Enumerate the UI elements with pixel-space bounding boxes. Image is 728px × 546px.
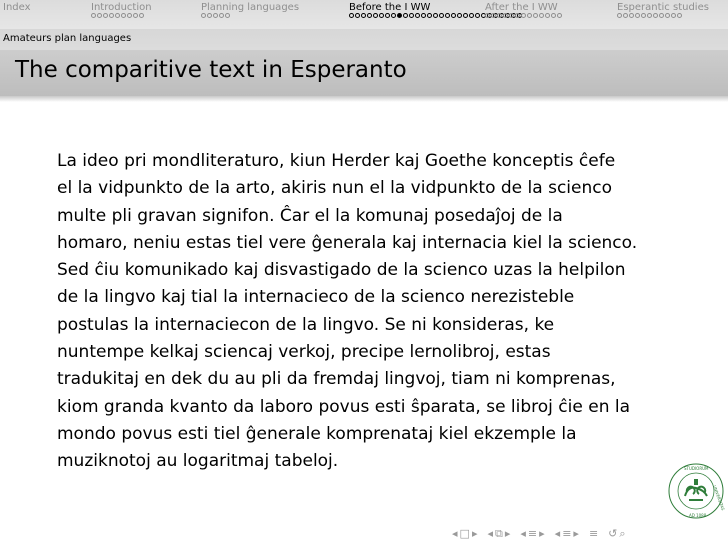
body-line: homaro, neniu estas tiel vere ĝenerala kaj internacia kiel la scienco. [57, 232, 638, 253]
nav-frame-dot[interactable] [659, 13, 664, 18]
prev-section-icon[interactable]: ◂ [554, 527, 561, 540]
nav-frame-dot[interactable] [361, 13, 366, 18]
seal-text-top: STUDIORUM [684, 466, 709, 471]
body-line: La ideo pri mondliteraturo, kiun Herder kaj Goethe konceptis ĉefe [57, 151, 616, 171]
nav-frame-dot[interactable] [677, 13, 682, 18]
body-line: el la vidpunkto de la arto, akiris nun el la vidpunkto de la scienco [57, 178, 612, 199]
body-line: mondo povus esti tiel ĝenerale komprenataj kiel ekzemple la [57, 423, 577, 444]
nav-frame-dot[interactable] [469, 13, 474, 18]
nav-frame-dot[interactable] [557, 13, 562, 18]
frame-title: The comparitive text in Esperanto [15, 57, 407, 83]
frame-title-bar [0, 50, 728, 96]
body-line: kiom granda kvanto da laboro povus esti ŝparata, se libroj ĉie en la [57, 396, 631, 417]
nav-frame-dot[interactable] [421, 13, 426, 18]
next-subsection-icon[interactable]: ▸ [539, 527, 545, 540]
nav-dots-introduction [91, 13, 145, 21]
nav-frame-dot[interactable] [503, 13, 508, 18]
nav-frame-dot[interactable] [551, 13, 556, 18]
slide-icon[interactable]: □ [459, 527, 470, 540]
prev-slide-icon[interactable]: ◂ [452, 527, 458, 540]
nav-frame-dot[interactable] [385, 13, 390, 18]
nav-frame-dot[interactable] [91, 13, 96, 18]
nav-frame-dot[interactable] [451, 13, 456, 18]
search-icon[interactable]: ⌕ [619, 527, 626, 540]
nav-dots-esperantic-studies [617, 13, 683, 21]
nav-frame-dot[interactable] [433, 13, 438, 18]
nav-frame-dot[interactable] [623, 13, 628, 18]
nav-frame-dot[interactable] [457, 13, 462, 18]
next-section-icon[interactable]: ▸ [573, 527, 579, 540]
nav-frame-dot[interactable] [139, 13, 144, 18]
nav-section-introduction[interactable]: Introduction [91, 2, 152, 13]
body-line: multe pli gravan signifon. Ĉar el la komunaj posedaĵoj de la [57, 205, 563, 226]
nav-frame-dot[interactable] [213, 13, 218, 18]
nav-frame-dot[interactable] [653, 13, 658, 18]
slide-body-text [57, 148, 687, 476]
nav-section-esperantic-studies[interactable]: Esperantic studies [617, 2, 709, 13]
nav-frame-dot[interactable] [201, 13, 206, 18]
frame-icon[interactable]: ⧉ [495, 527, 503, 540]
body-line: nuntempe kelkaj sciencaj verkoj, precipe lernolibroj, estas [57, 342, 551, 363]
nav-frame-dot[interactable] [527, 13, 532, 18]
nav-frame-dot[interactable] [367, 13, 372, 18]
nav-frame-dot[interactable] [515, 13, 520, 18]
nav-frame-dot[interactable] [665, 13, 670, 18]
nav-frame-dot[interactable] [509, 13, 514, 18]
university-seal-logo [667, 462, 725, 520]
nav-frame-dot[interactable] [617, 13, 622, 18]
nav-section-before-the-i-ww[interactable]: Before the I WW [349, 2, 431, 13]
nav-frame-dot[interactable] [219, 13, 224, 18]
nav-dots-after-the-i-ww [485, 13, 563, 21]
nav-frame-dot[interactable] [103, 13, 108, 18]
section-navigation-bar [0, 0, 728, 29]
nav-frame-dot[interactable] [415, 13, 420, 18]
nav-section-after-the-i-ww[interactable]: After the I WW [485, 2, 558, 13]
nav-frame-dot[interactable] [497, 13, 502, 18]
nav-frame-dot[interactable] [109, 13, 114, 18]
nav-frame-dot[interactable] [491, 13, 496, 18]
nav-frame-dot[interactable] [391, 13, 396, 18]
nav-frame-dot[interactable] [373, 13, 378, 18]
next-slide-icon[interactable]: ▸ [471, 527, 478, 540]
nav-frame-dot[interactable] [349, 13, 354, 18]
nav-frame-dot[interactable] [397, 13, 402, 18]
nav-frame-dot[interactable] [379, 13, 384, 18]
nav-frame-dot[interactable] [439, 13, 444, 18]
seal-text-bottom: AD 1088 [689, 513, 707, 518]
seal-icon [667, 462, 725, 520]
nav-frame-dot[interactable] [533, 13, 538, 18]
section-icon[interactable]: ≡ [562, 527, 572, 540]
subsection-icon[interactable]: ≡ [527, 527, 538, 540]
body-line: tradukitaj en dek du au pli da fremdaj lingvoj, tiam ni komprenas, [57, 369, 616, 390]
prev-frame-icon[interactable]: ◂ [487, 527, 493, 540]
nav-frame-dot[interactable] [641, 13, 646, 18]
nav-frame-dot[interactable] [127, 13, 132, 18]
nav-frame-dot[interactable] [635, 13, 640, 18]
seal-text-right: UNIVERSITAS [712, 484, 725, 512]
nav-frame-dot[interactable] [97, 13, 102, 18]
nav-frame-dot[interactable] [207, 13, 212, 18]
nav-frame-dot[interactable] [121, 13, 126, 18]
nav-section-planning-languages[interactable]: Planning languages [201, 2, 300, 13]
nav-frame-dot[interactable] [647, 13, 652, 18]
body-line: postulas la internaciecon de la lingvo. Se ni konsideras, ke [57, 314, 555, 335]
nav-frame-dot[interactable] [427, 13, 432, 18]
nav-frame-dot[interactable] [545, 13, 550, 18]
nav-frame-dot[interactable] [475, 13, 480, 18]
nav-frame-dot[interactable] [485, 13, 490, 18]
nav-frame-dot[interactable] [133, 13, 138, 18]
nav-frame-dot[interactable] [445, 13, 450, 18]
nav-frame-dot[interactable] [521, 13, 526, 18]
nav-frame-dot[interactable] [355, 13, 360, 18]
nav-frame-dot[interactable] [463, 13, 468, 18]
prev-subsection-icon[interactable]: ◂ [520, 527, 526, 540]
body-line: Sed ĉiu komunikado kaj disvastigado de la scienco uzas la helpilon [57, 260, 626, 281]
subsection-bar [0, 29, 728, 50]
body-line: muziknotoj au logaritmaj tabeloj. [57, 451, 339, 472]
document-icon[interactable]: ≡ [588, 527, 599, 540]
nav-frame-dot[interactable] [115, 13, 120, 18]
nav-frame-dot[interactable] [539, 13, 544, 18]
title-shadow [0, 96, 728, 102]
nav-frame-dot[interactable] [409, 13, 414, 18]
nav-frame-dot[interactable] [403, 13, 408, 18]
nav-dots-planning-languages [201, 13, 231, 21]
beamer-navigation-symbols [452, 527, 628, 541]
nav-frame-dot[interactable] [225, 13, 230, 18]
back-icon[interactable]: ↺ [608, 527, 618, 540]
next-frame-icon[interactable]: ▸ [504, 527, 511, 540]
body-line: de la lingvo kaj tial la internacieco de la scienco nerezisteble [57, 287, 575, 308]
nav-frame-dot[interactable] [629, 13, 634, 18]
subsection-title: Amateurs plan languages [3, 33, 132, 44]
nav-section-index[interactable]: Index [3, 2, 31, 13]
nav-frame-dot[interactable] [671, 13, 676, 18]
